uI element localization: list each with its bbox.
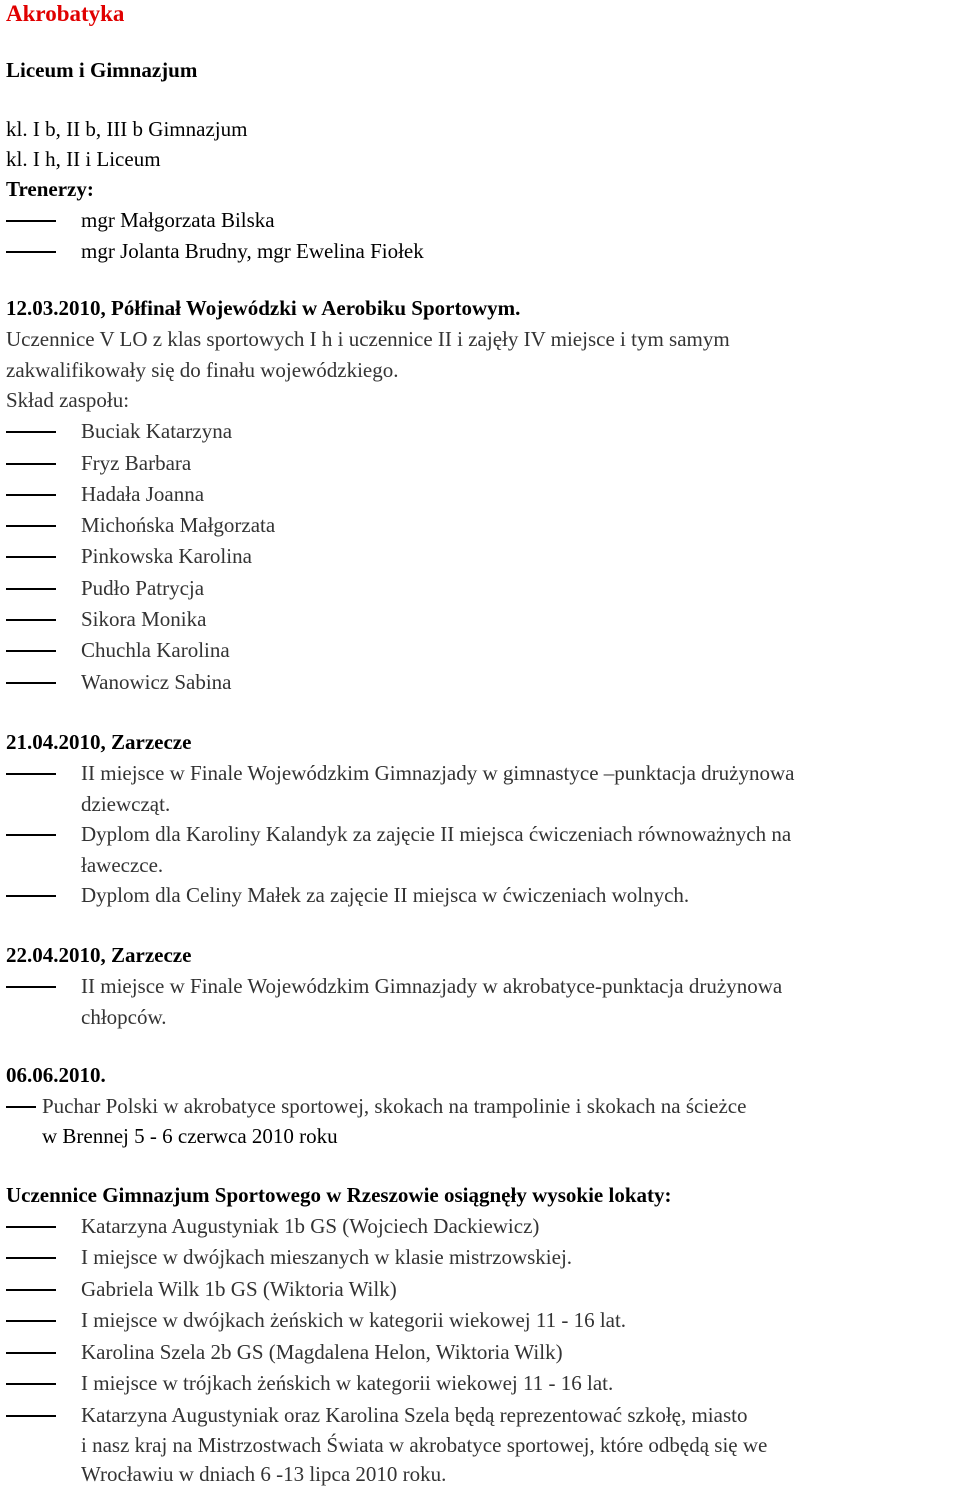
list-item-continuation: Wrocławiu w dniach 6 -13 lipca 2010 roku.	[81, 1462, 447, 1486]
school-heading: Liceum i Gimnazjum	[6, 58, 198, 82]
page-title: Akrobatyka	[6, 1, 125, 26]
event-heading: 12.03.2010, Półfinał Wojewódzki w Aerobiku Sportowym.	[6, 296, 521, 320]
team-label: Skład zaspołu:	[6, 388, 130, 412]
list-item-continuation: chłopców.	[81, 1005, 167, 1029]
list-item-continuation: ławeczce.	[81, 853, 164, 877]
class-line: kl. I h, II i Liceum	[6, 147, 161, 171]
event-text: Uczennice V LO z klas sportowych I h i uczennice II i zajęły IV miejsce i tym samym	[6, 327, 730, 351]
results-heading: Uczennice Gimnazjum Sportowego w Rzeszowie osiągnęły wysokie lokaty:	[6, 1183, 672, 1207]
event-heading: 06.06.2010.	[6, 1063, 106, 1087]
list-item-continuation: w Brennej 5 - 6 czerwca 2010 roku	[42, 1124, 338, 1148]
event-heading: 22.04.2010, Zarzecze	[6, 943, 192, 967]
event-heading: 21.04.2010, Zarzecze	[6, 730, 192, 754]
list-item-continuation: i nasz kraj na Mistrzostwach Świata w akrobatyce sportowej, które odbędą się we	[81, 1433, 768, 1457]
coaches-heading: Trenerzy:	[6, 177, 94, 201]
event-text: zakwalifikowały się do finału wojewódzkiego.	[6, 358, 399, 382]
list-item-continuation: dziewcząt.	[81, 792, 171, 816]
class-line: kl. I b, II b, III b Gimnazjum	[6, 117, 248, 141]
